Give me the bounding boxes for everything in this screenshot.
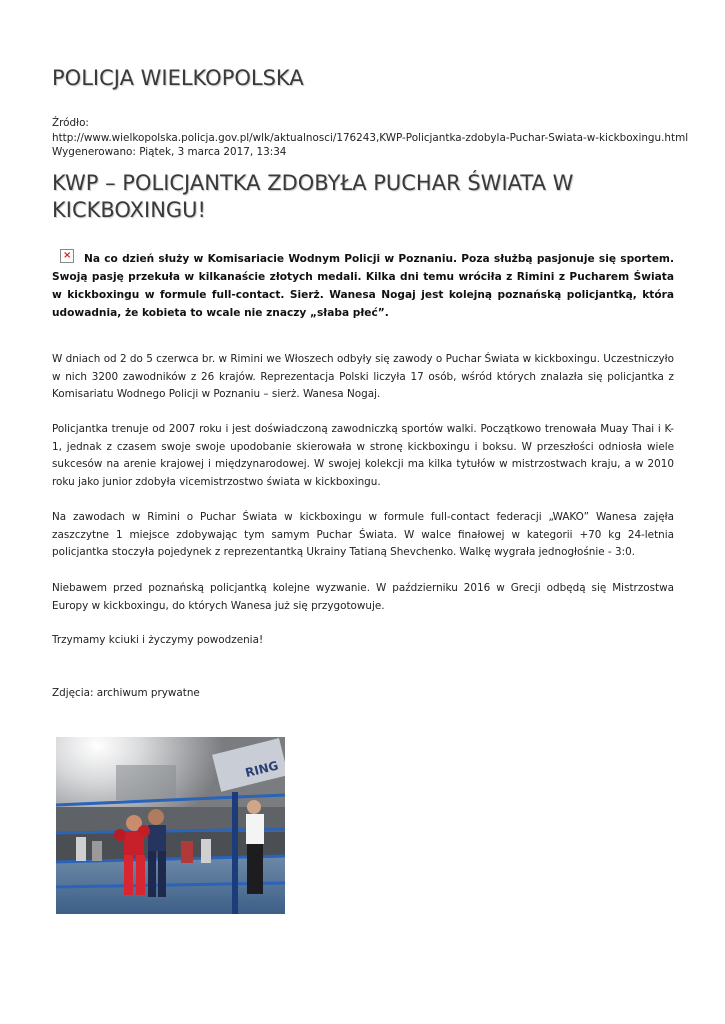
source-meta (52, 116, 688, 160)
site-title: POLICJA WIELKOPOLSKA (52, 66, 304, 90)
article-photo (56, 737, 285, 914)
photo-credit: Zdjęcia: archiwum prywatne (52, 687, 200, 699)
source-url[interactable]: http://www.wielkopolska.policja.gov.pl/wlk/aktualnosci/176243,KWP-Policjantka-zdobyla-Puchar-Swiata-w-kickboxingu.html (52, 131, 689, 144)
generated-date: Wygenerowano: Piątek, 3 marca 2017, 13:34 (52, 146, 287, 158)
broken-image-icon: × (60, 249, 74, 263)
source-label: Źródło: (52, 117, 89, 129)
article-lead (52, 249, 674, 322)
kickboxing-ring-image (56, 737, 285, 914)
paragraph-3: Na zawodach w Rimini o Puchar Świata w kickboxingu w formule full-contact federacji „WAKO” Wanesa zajęła zaszczytne 1 miejsce zdobywając tym samym Puchar Świata. W walce finałowej w kategorii +70 kg 24-letnia policjantka stoczyła pojedynek z reprezentantką Ukrainy Tatianą Shevchenko. Walkę wygrała jednogłośnie - 3:0. (52, 511, 674, 559)
lead-text: Na co dzień służy w Komisariacie Wodnym Policji w Poznaniu. Poza służbą pasjonuje się sportem. Swoją pasję przekuła w kilkanaście złotych medali. Kilka dni temu wróciła z Rimini z Pucharem Świata w kickboxingu w formule full-contact. Sierż. Wanesa Nogaj jest kolejną poznańską policjantką, która udowadnia, że kobieta to wcale nie znaczy „słaba płeć”. (52, 253, 674, 319)
paragraph-5: Trzymamy kciuki i życzymy powodzenia! (52, 634, 264, 646)
paragraph-2: Policjantka trenuje od 2007 roku i jest doświadczoną zawodniczką sportów walki. Początkowo trenowała Muay Thai i K-1, jednak z czasem swoje swoje upodobanie skierowała w stronę kickboxingu i boksu. W przeszłości odniosła wiele sukcesów na arenie krajowej i międzynarodowej. W swojej kolekcji ma kilka tytułów w mistrzostwach kraju, a w 2010 roku jako junior zdobyła vicemistrzostwo świata w kickboxingu. (52, 423, 674, 488)
photo-sign: RING (243, 758, 280, 781)
paragraph-1: W dniach od 2 do 5 czerwca br. w Rimini we Włoszech odbyły się zawody o Puchar Świata w kickboxingu. Uczestniczyło w nich 3200 zawodników z 26 krajów. Reprezentacja Polski liczyła 17 osób, wśród których znalazła się policjantka z Komisariatu Wodnego Policji w Poznaniu – sierż. Wanesa Nogaj. (52, 353, 674, 401)
paragraph-4: Niebawem przed poznańską policjantką kolejne wyzwanie. W październiku 2016 w Grecji odbędą się Mistrzostwa Europy w kickboxingu, do których Wanesa już się przygotowuje. (52, 582, 674, 612)
article-title: KWP – POLICJANTKA ZDOBYŁA PUCHAR ŚWIATA W KICKBOXINGU! (52, 171, 574, 222)
